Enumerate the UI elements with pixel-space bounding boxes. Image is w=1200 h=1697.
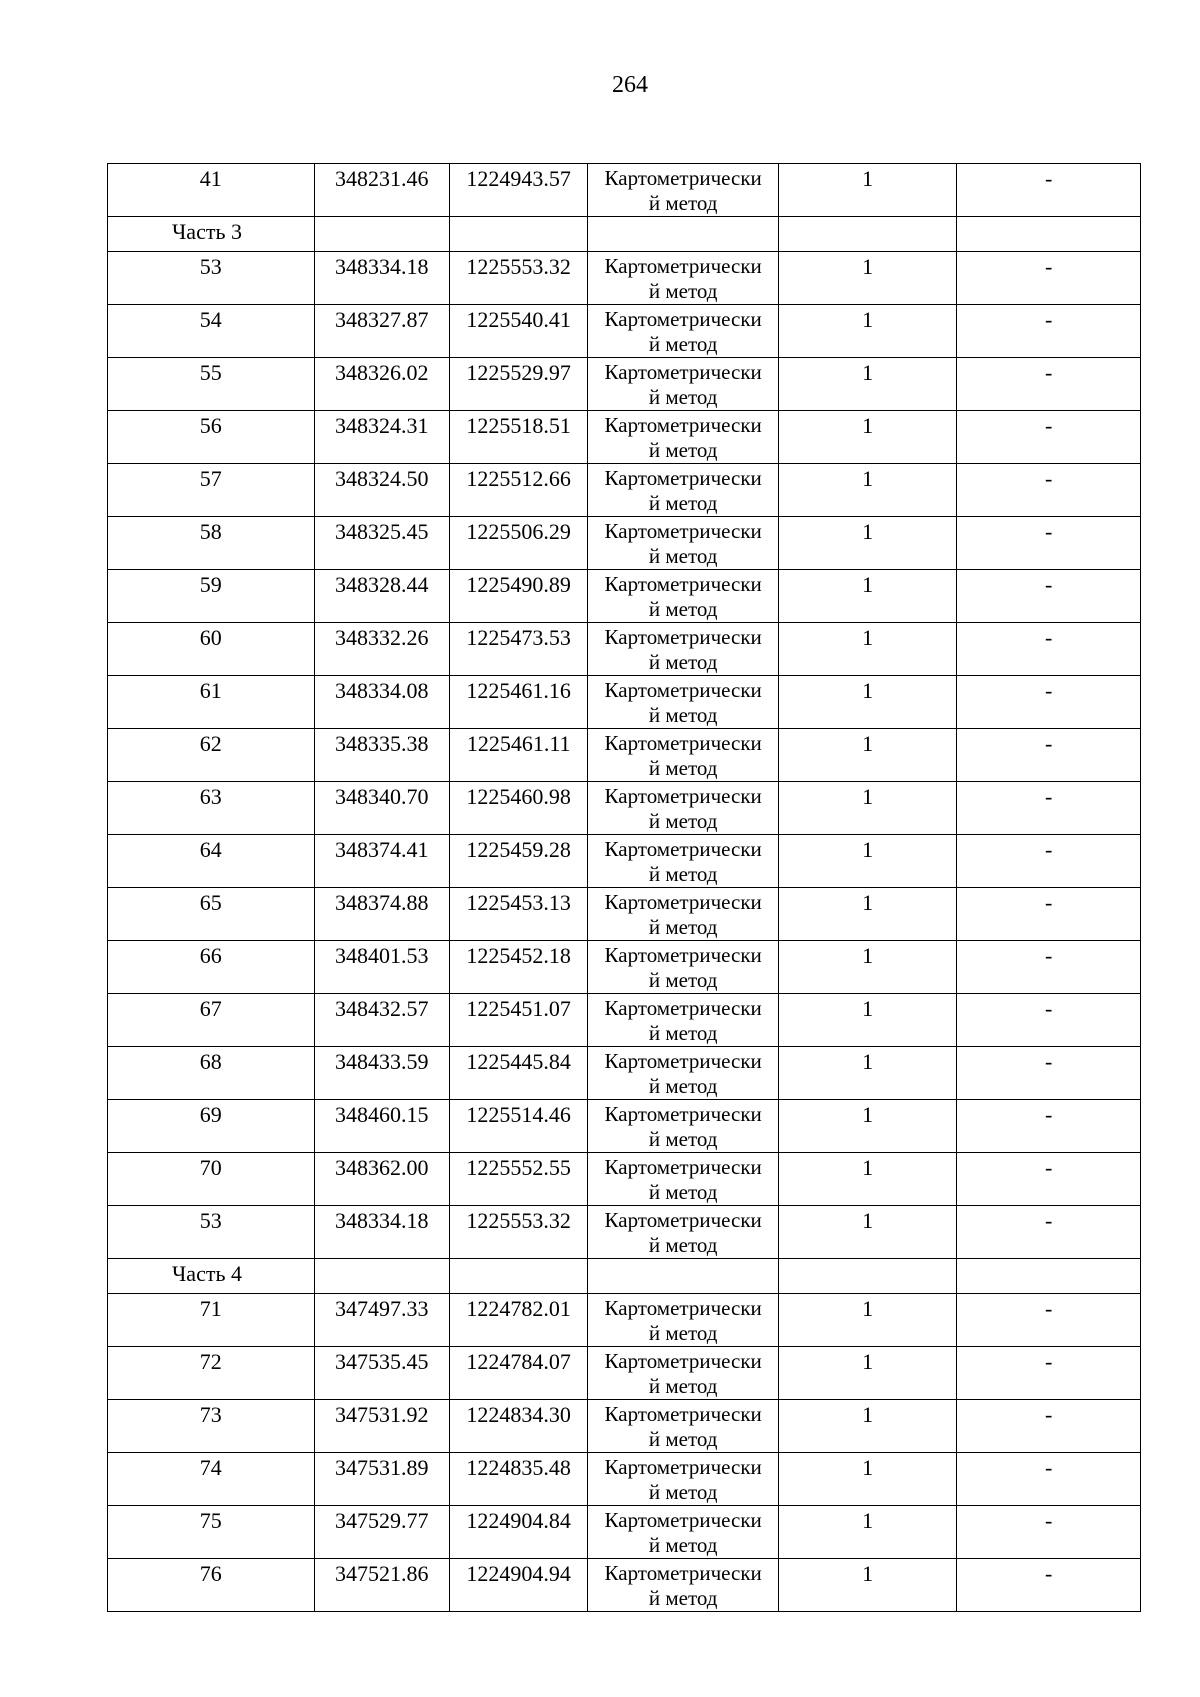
- note-cell: -: [957, 676, 1141, 729]
- point-number-cell: 68: [108, 1047, 315, 1100]
- method-text-line-1: Картометрически: [604, 519, 762, 543]
- method-text-line-1: Картометрически: [604, 254, 762, 278]
- empty-cell: [314, 1259, 449, 1294]
- empty-cell: [588, 1259, 779, 1294]
- y-coordinate-cell: 1225512.66: [449, 464, 587, 517]
- method-text-line-1: Картометрически: [604, 307, 762, 331]
- point-number-cell: 73: [108, 1400, 315, 1453]
- method-text-line-1: Картометрически: [604, 166, 762, 190]
- x-coordinate-cell: 348374.41: [314, 835, 449, 888]
- method-cell: [588, 941, 779, 994]
- precision-cell: 1: [778, 358, 957, 411]
- point-number-cell: 58: [108, 517, 315, 570]
- method-text-line-2: й метод: [648, 650, 718, 674]
- precision-cell: 1: [778, 411, 957, 464]
- x-coordinate-cell: 348432.57: [314, 994, 449, 1047]
- method-text-line-2: й метод: [648, 1374, 718, 1398]
- method-text-line-2: й метод: [648, 279, 718, 303]
- method-text-line-1: Картометрически: [604, 731, 762, 755]
- method-text-line-1: Картометрически: [604, 1208, 762, 1232]
- y-coordinate-cell: 1224784.07: [449, 1347, 587, 1400]
- table-row: [108, 782, 1141, 835]
- method-cell: [588, 305, 779, 358]
- table-row: [108, 1294, 1141, 1347]
- method-text-line-2: й метод: [648, 544, 718, 568]
- y-coordinate-cell: 1225459.28: [449, 835, 587, 888]
- method-text-line-2: й метод: [648, 862, 718, 886]
- note-cell: -: [957, 252, 1141, 305]
- table-row: [108, 994, 1141, 1047]
- method-text-line-2: й метод: [648, 385, 718, 409]
- x-coordinate-cell: 347535.45: [314, 1347, 449, 1400]
- note-cell: -: [957, 358, 1141, 411]
- point-number-cell: 76: [108, 1559, 315, 1612]
- precision-cell: 1: [778, 1153, 957, 1206]
- table-row: [108, 1506, 1141, 1559]
- precision-cell: 1: [778, 1294, 957, 1347]
- table-row: [108, 252, 1141, 305]
- point-number-cell: 67: [108, 994, 315, 1047]
- table-row: [108, 1400, 1141, 1453]
- x-coordinate-cell: 348433.59: [314, 1047, 449, 1100]
- y-coordinate-cell: 1225529.97: [449, 358, 587, 411]
- empty-cell: [778, 217, 957, 252]
- table-row: [108, 729, 1141, 782]
- precision-cell: 1: [778, 570, 957, 623]
- note-cell: -: [957, 1506, 1141, 1559]
- y-coordinate-cell: 1225552.55: [449, 1153, 587, 1206]
- point-number-cell: 72: [108, 1347, 315, 1400]
- table-row: [108, 835, 1141, 888]
- precision-cell: 1: [778, 1506, 957, 1559]
- x-coordinate-cell: 348324.31: [314, 411, 449, 464]
- point-number-cell: 61: [108, 676, 315, 729]
- method-cell: [588, 1206, 779, 1259]
- note-cell: -: [957, 1559, 1141, 1612]
- point-number-cell: 56: [108, 411, 315, 464]
- y-coordinate-cell: 1225490.89: [449, 570, 587, 623]
- precision-cell: 1: [778, 676, 957, 729]
- method-cell: [588, 252, 779, 305]
- point-number-cell: 64: [108, 835, 315, 888]
- method-text-line-2: й метод: [648, 756, 718, 780]
- point-number-cell: 41: [108, 164, 315, 217]
- part-header-row: [108, 217, 1141, 252]
- method-text-line-2: й метод: [648, 1127, 718, 1151]
- note-cell: -: [957, 1206, 1141, 1259]
- point-number-cell: 53: [108, 1206, 315, 1259]
- empty-cell: [314, 217, 449, 252]
- method-text-line-2: й метод: [648, 1427, 718, 1451]
- precision-cell: 1: [778, 1400, 957, 1453]
- table-row: [108, 570, 1141, 623]
- point-number-cell: 59: [108, 570, 315, 623]
- method-text-line-1: Картометрически: [604, 1049, 762, 1073]
- note-cell: -: [957, 1400, 1141, 1453]
- method-cell: [588, 164, 779, 217]
- method-cell: [588, 729, 779, 782]
- method-text-line-1: Картометрически: [604, 1102, 762, 1126]
- x-coordinate-cell: 347531.89: [314, 1453, 449, 1506]
- part-label: Часть 3: [108, 217, 315, 252]
- method-text-line-1: Картометрически: [604, 1349, 762, 1373]
- method-text-line-1: Картометрически: [604, 1155, 762, 1179]
- note-cell: -: [957, 888, 1141, 941]
- method-cell: [588, 1506, 779, 1559]
- point-number-cell: 57: [108, 464, 315, 517]
- table-row: [108, 1047, 1141, 1100]
- note-cell: -: [957, 517, 1141, 570]
- precision-cell: 1: [778, 941, 957, 994]
- point-number-cell: 54: [108, 305, 315, 358]
- method-text-line-1: Картометрически: [604, 1296, 762, 1320]
- y-coordinate-cell: 1224835.48: [449, 1453, 587, 1506]
- method-cell: [588, 411, 779, 464]
- x-coordinate-cell: 348362.00: [314, 1153, 449, 1206]
- table-row: [108, 1153, 1141, 1206]
- method-text-line-1: Картометрически: [604, 1508, 762, 1532]
- method-text-line-1: Картометрически: [604, 996, 762, 1020]
- point-number-cell: 75: [108, 1506, 315, 1559]
- note-cell: -: [957, 464, 1141, 517]
- precision-cell: 1: [778, 1559, 957, 1612]
- x-coordinate-cell: 348374.88: [314, 888, 449, 941]
- method-text-line-1: Картометрически: [604, 413, 762, 437]
- point-number-cell: 65: [108, 888, 315, 941]
- x-coordinate-cell: 348231.46: [314, 164, 449, 217]
- page-number: 264: [612, 72, 648, 98]
- note-cell: -: [957, 729, 1141, 782]
- table-row: [108, 1347, 1141, 1400]
- precision-cell: 1: [778, 782, 957, 835]
- precision-cell: 1: [778, 994, 957, 1047]
- note-cell: -: [957, 411, 1141, 464]
- method-cell: [588, 1153, 779, 1206]
- method-cell: [588, 570, 779, 623]
- table-row: [108, 305, 1141, 358]
- method-cell: [588, 517, 779, 570]
- method-cell: [588, 464, 779, 517]
- x-coordinate-cell: 348326.02: [314, 358, 449, 411]
- note-cell: -: [957, 1047, 1141, 1100]
- method-text-line-1: Картометрически: [604, 943, 762, 967]
- note-cell: -: [957, 570, 1141, 623]
- method-cell: [588, 1047, 779, 1100]
- empty-cell: [778, 1259, 957, 1294]
- method-text-line-2: й метод: [648, 491, 718, 515]
- precision-cell: 1: [778, 517, 957, 570]
- precision-cell: 1: [778, 888, 957, 941]
- method-text-line-1: Картометрически: [604, 572, 762, 596]
- method-text-line-2: й метод: [648, 438, 718, 462]
- method-text-line-1: Картометрически: [604, 784, 762, 808]
- method-cell: [588, 623, 779, 676]
- method-cell: [588, 676, 779, 729]
- empty-cell: [588, 217, 779, 252]
- part-header-row: [108, 1259, 1141, 1294]
- table-row: [108, 941, 1141, 994]
- method-text-line-2: й метод: [648, 809, 718, 833]
- method-text-line-2: й метод: [648, 968, 718, 992]
- y-coordinate-cell: 1224782.01: [449, 1294, 587, 1347]
- x-coordinate-cell: 347521.86: [314, 1559, 449, 1612]
- method-text-line-1: Картометрически: [604, 1455, 762, 1479]
- method-text-line-2: й метод: [648, 1233, 718, 1257]
- table-row: [108, 1559, 1141, 1612]
- note-cell: -: [957, 994, 1141, 1047]
- table-row: [108, 676, 1141, 729]
- x-coordinate-cell: 348340.70: [314, 782, 449, 835]
- y-coordinate-cell: 1225445.84: [449, 1047, 587, 1100]
- x-coordinate-cell: 348328.44: [314, 570, 449, 623]
- precision-cell: 1: [778, 252, 957, 305]
- y-coordinate-cell: 1224904.84: [449, 1506, 587, 1559]
- note-cell: -: [957, 1100, 1141, 1153]
- table-row: [108, 888, 1141, 941]
- note-cell: -: [957, 1453, 1141, 1506]
- table-row: [108, 517, 1141, 570]
- y-coordinate-cell: 1225460.98: [449, 782, 587, 835]
- x-coordinate-cell: 348335.38: [314, 729, 449, 782]
- method-text-line-1: Картометрически: [604, 625, 762, 649]
- note-cell: -: [957, 782, 1141, 835]
- point-number-cell: 70: [108, 1153, 315, 1206]
- precision-cell: 1: [778, 729, 957, 782]
- y-coordinate-cell: 1225461.16: [449, 676, 587, 729]
- method-text-line-2: й метод: [648, 1021, 718, 1045]
- method-text-line-2: й метод: [648, 1480, 718, 1504]
- note-cell: -: [957, 835, 1141, 888]
- point-number-cell: 66: [108, 941, 315, 994]
- note-cell: -: [957, 1153, 1141, 1206]
- table-row: [108, 411, 1141, 464]
- table-row: [108, 1100, 1141, 1153]
- method-text-line-1: Картометрически: [604, 837, 762, 861]
- precision-cell: 1: [778, 1347, 957, 1400]
- note-cell: -: [957, 305, 1141, 358]
- precision-cell: 1: [778, 623, 957, 676]
- point-number-cell: 69: [108, 1100, 315, 1153]
- x-coordinate-cell: 348332.26: [314, 623, 449, 676]
- method-text-line-2: й метод: [648, 1321, 718, 1345]
- precision-cell: 1: [778, 164, 957, 217]
- note-cell: -: [957, 1294, 1141, 1347]
- method-text-line-1: Картометрически: [604, 1402, 762, 1426]
- precision-cell: 1: [778, 1047, 957, 1100]
- table-row: [108, 464, 1141, 517]
- y-coordinate-cell: 1225451.07: [449, 994, 587, 1047]
- precision-cell: 1: [778, 1453, 957, 1506]
- point-number-cell: 55: [108, 358, 315, 411]
- method-text-line-1: Картометрически: [604, 890, 762, 914]
- y-coordinate-cell: 1224943.57: [449, 164, 587, 217]
- empty-cell: [449, 1259, 587, 1294]
- note-cell: -: [957, 164, 1141, 217]
- method-text-line-2: й метод: [648, 1533, 718, 1557]
- method-cell: [588, 835, 779, 888]
- method-text-line-2: й метод: [648, 1074, 718, 1098]
- method-text-line-2: й метод: [648, 703, 718, 727]
- point-number-cell: 63: [108, 782, 315, 835]
- coordinates-table-body: [108, 164, 1141, 1612]
- empty-cell: [449, 217, 587, 252]
- y-coordinate-cell: 1225506.29: [449, 517, 587, 570]
- y-coordinate-cell: 1225461.11: [449, 729, 587, 782]
- y-coordinate-cell: 1225540.41: [449, 305, 587, 358]
- y-coordinate-cell: 1225452.18: [449, 941, 587, 994]
- method-cell: [588, 1559, 779, 1612]
- precision-cell: 1: [778, 835, 957, 888]
- x-coordinate-cell: 348327.87: [314, 305, 449, 358]
- method-cell: [588, 888, 779, 941]
- table-row: [108, 164, 1141, 217]
- precision-cell: 1: [778, 1206, 957, 1259]
- empty-cell: [957, 1259, 1141, 1294]
- method-text-line-1: Картометрически: [604, 1561, 762, 1585]
- note-cell: -: [957, 623, 1141, 676]
- empty-cell: [957, 217, 1141, 252]
- precision-cell: 1: [778, 305, 957, 358]
- point-number-cell: 71: [108, 1294, 315, 1347]
- method-text-line-1: Картометрически: [604, 678, 762, 702]
- y-coordinate-cell: 1225473.53: [449, 623, 587, 676]
- x-coordinate-cell: 348325.45: [314, 517, 449, 570]
- x-coordinate-cell: 348460.15: [314, 1100, 449, 1153]
- y-coordinate-cell: 1224904.94: [449, 1559, 587, 1612]
- method-text-line-2: й метод: [648, 332, 718, 356]
- x-coordinate-cell: 348401.53: [314, 941, 449, 994]
- y-coordinate-cell: 1224834.30: [449, 1400, 587, 1453]
- coordinates-table: [107, 163, 1141, 1612]
- point-number-cell: 53: [108, 252, 315, 305]
- method-cell: [588, 1347, 779, 1400]
- point-number-cell: 62: [108, 729, 315, 782]
- y-coordinate-cell: 1225518.51: [449, 411, 587, 464]
- precision-cell: 1: [778, 464, 957, 517]
- table-row: [108, 1453, 1141, 1506]
- x-coordinate-cell: 348334.08: [314, 676, 449, 729]
- method-cell: [588, 1400, 779, 1453]
- method-text-line-2: й метод: [648, 1180, 718, 1204]
- x-coordinate-cell: 348334.18: [314, 252, 449, 305]
- method-cell: [588, 782, 779, 835]
- y-coordinate-cell: 1225553.32: [449, 252, 587, 305]
- method-cell: [588, 1453, 779, 1506]
- y-coordinate-cell: 1225453.13: [449, 888, 587, 941]
- x-coordinate-cell: 348324.50: [314, 464, 449, 517]
- point-number-cell: 60: [108, 623, 315, 676]
- method-text-line-2: й метод: [648, 597, 718, 621]
- point-number-cell: 74: [108, 1453, 315, 1506]
- method-text-line-1: Картометрически: [604, 466, 762, 490]
- y-coordinate-cell: 1225553.32: [449, 1206, 587, 1259]
- method-cell: [588, 1100, 779, 1153]
- table-row: [108, 1206, 1141, 1259]
- y-coordinate-cell: 1225514.46: [449, 1100, 587, 1153]
- precision-cell: 1: [778, 1100, 957, 1153]
- x-coordinate-cell: 347497.33: [314, 1294, 449, 1347]
- method-text-line-2: й метод: [648, 191, 718, 215]
- table-row: [108, 623, 1141, 676]
- x-coordinate-cell: 347529.77: [314, 1506, 449, 1559]
- part-label: Часть 4: [108, 1259, 315, 1294]
- note-cell: -: [957, 941, 1141, 994]
- method-cell: [588, 358, 779, 411]
- x-coordinate-cell: 347531.92: [314, 1400, 449, 1453]
- method-text-line-2: й метод: [648, 915, 718, 939]
- table-row: [108, 358, 1141, 411]
- method-text-line-2: й метод: [648, 1586, 718, 1610]
- x-coordinate-cell: 348334.18: [314, 1206, 449, 1259]
- method-text-line-1: Картометрически: [604, 360, 762, 384]
- method-cell: [588, 994, 779, 1047]
- note-cell: -: [957, 1347, 1141, 1400]
- method-cell: [588, 1294, 779, 1347]
